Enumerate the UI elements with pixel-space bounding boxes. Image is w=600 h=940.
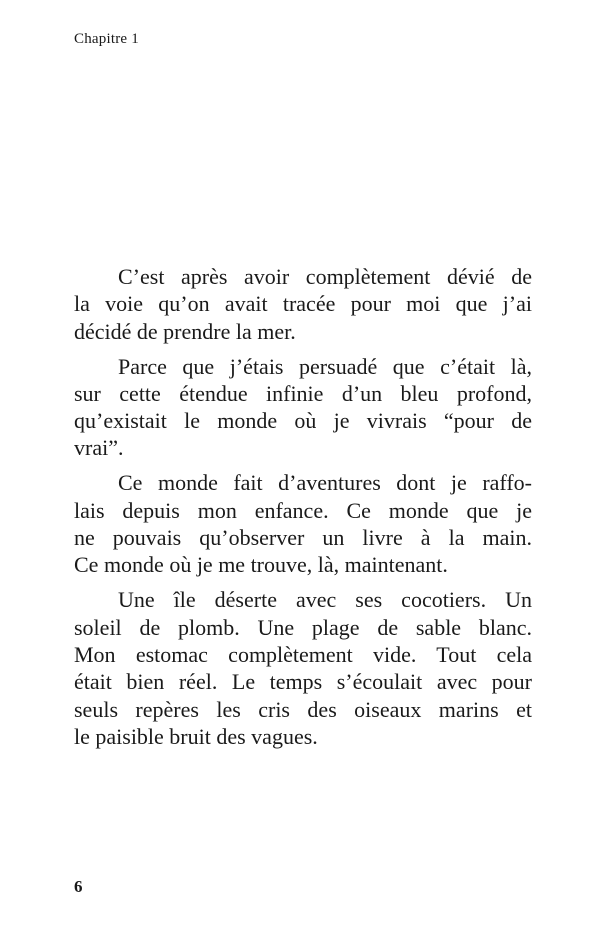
paragraph <box>74 263 532 345</box>
text-line: C’est après avoir complètement dévié de <box>118 264 532 289</box>
text-line: soleil de plomb. Une plage de sable blanc. <box>74 614 532 640</box>
text-line: Ce monde fait d’aventures dont je raffo- <box>118 470 532 496</box>
paragraph <box>74 586 532 750</box>
text-line: ne pouvais qu’observer un livre à la main. <box>74 525 532 551</box>
text-line: qu’existait le monde où je vivrais “pour de <box>74 408 532 434</box>
text-line: était bien réel. Le temps s’écoulait avec pour <box>74 669 532 695</box>
paragraph <box>74 469 532 578</box>
text-line: Mon estomac complètement vide. Tout cela <box>74 641 532 667</box>
text-line: décidé de prendre la mer. <box>74 318 296 344</box>
text-line: seuls repères les cris des oiseaux marins et <box>74 696 532 722</box>
text-line: Ce monde où je me trouve, là, maintenant. <box>74 552 448 578</box>
text-line: Une île déserte avec ses cocotiers. Un <box>118 587 532 613</box>
running-header: Chapitre 1 <box>74 31 139 47</box>
text-line: Parce que j’étais persuadé que c’était là, <box>118 353 532 379</box>
page-number: 6 <box>74 877 83 896</box>
text-line: le paisible bruit des vagues. <box>74 723 318 749</box>
text-line: la voie qu’on avait tracée pour moi que j’ai <box>74 291 532 317</box>
body-text <box>74 263 532 750</box>
text-line: lais depuis mon enfance. Ce monde que je <box>74 497 532 523</box>
text-line: sur cette étendue infinie d’un bleu profond, <box>74 380 532 406</box>
text-line: vrai”. <box>74 435 124 461</box>
paragraph <box>74 353 532 462</box>
